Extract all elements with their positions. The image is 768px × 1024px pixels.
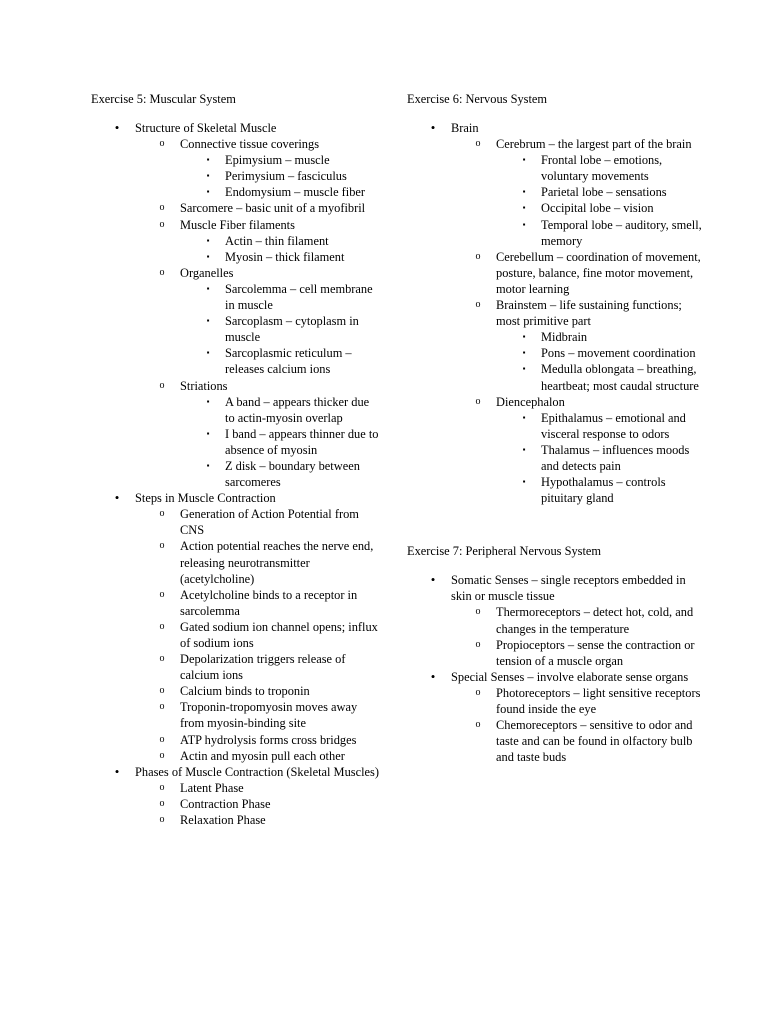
- right-column: [407, 91, 707, 765]
- bullet-square: ▪: [206, 187, 210, 197]
- list-item: ▪ Sarcolemma – cell membrane in muscle: [180, 281, 381, 313]
- bullet-square: ▪: [206, 251, 210, 261]
- bullet-square: ▪: [522, 155, 526, 165]
- bullet-square: ▪: [522, 219, 526, 229]
- list-item: o Photoreceptors – light sensitive receptors found inside the eye: [451, 685, 707, 717]
- list-item: o Troponin-tropomyosin moves away from myosin-binding site: [135, 699, 381, 731]
- section-title-nervous: Exercise 6: Nervous System: [407, 92, 548, 106]
- list-item: o ATP hydrolysis forms cross bridges: [135, 732, 381, 748]
- bullet-square: ▪: [206, 348, 210, 358]
- list-item: • Structure of Skeletal Muscle o Connective tissue coverings ▪ Epimysium – muscle ▪ Perimysium – fasciculus ▪ Endomysium – muscle fiber o Sarcomere – basic unit of a myofibril o Muscle Fiber filaments ▪ Actin – thin filament ▪ Myosin – thick filament o Organelles ▪ Sarcolemma – cell membrane in muscle ▪ Sarcoplasm – cytoplasm in muscle ▪ Sarcoplasmic reticulum – releases calcium ions o Striations ▪ A band – appears thicker due to actin-myosin overlap ▪ I band – appears thinner due to absence of myosin ▪ Z disk – boundary between sarcomeres: [91, 120, 381, 490]
- list-item: • Somatic Senses – single receptors embedded in skin or muscle tissue o Thermoreceptors – detect hot, cold, and changes in the temperature o Propioceptors – sense the contraction or tension of a muscle organ: [407, 572, 707, 669]
- list-item: o Action potential reaches the nerve end, releasing neurotransmitter (acetylcholine): [135, 538, 381, 586]
- list-item: o Sarcomere – basic unit of a myofibril: [135, 200, 381, 216]
- left-column: [91, 91, 381, 828]
- bullet-square: ▪: [522, 364, 526, 374]
- list-item: • Special Senses – involve elaborate sense organs o Photoreceptors – light sensitive receptors found inside the eye o Chemoreceptors – sensitive to odor and taste and can be found in olfactory bulb and taste buds: [407, 669, 707, 766]
- outline-nervous: [407, 120, 707, 506]
- bullet-square: ▪: [522, 332, 526, 342]
- bullet-circle: o: [159, 202, 165, 214]
- list-item: ▪ Midbrain: [496, 329, 707, 345]
- list-item: o Diencephalon ▪ Epithalamus – emotional and visceral response to odors ▪ Thalamus – influences moods and detects pain ▪ Hypothalamus – controls pituitary gland: [451, 394, 707, 507]
- bullet-circle: o: [475, 719, 481, 731]
- list-item: o Acetylcholine binds to a receptor in sarcolemma: [135, 587, 381, 619]
- bullet-disc: •: [114, 763, 120, 779]
- list-item: o Brainstem – life sustaining functions; most primitive part ▪ Midbrain ▪ Pons – movement coordination ▪ Medulla oblongata – breathing, heartbeat; most caudal structure: [451, 297, 707, 394]
- list-item: ▪ Occipital lobe – vision: [496, 200, 707, 216]
- bullet-circle: o: [475, 395, 481, 407]
- list-item: • Brain o Cerebrum – the largest part of the brain ▪ Frontal lobe – emotions, voluntary movements ▪ Parietal lobe – sensations ▪ Occipital lobe – vision ▪ Temporal lobe – auditory, smell, memory o Cerebellum – coordination of movement, posture, balance, fine motor movement, motor learning o Brainstem – life sustaining functions; most primitive part ▪ Midbrain ▪ Pons – movement coordination ▪ Medulla oblongata – breathing, heartbeat; most caudal structure o Diencephalon ▪ Epithalamus – emotional and visceral response to odors ▪ Thalamus – influences moods and detects pain ▪ Hypothalamus – controls pituitary gland: [407, 120, 707, 506]
- bullet-circle: o: [159, 733, 165, 745]
- list-item: o Connective tissue coverings ▪ Epimysium – muscle ▪ Perimysium – fasciculus ▪ Endomysium – muscle fiber: [135, 136, 381, 200]
- list-item: o Cerebellum – coordination of movement, posture, balance, fine motor movement, motor learning: [451, 249, 707, 297]
- bullet-square: ▪: [206, 396, 210, 406]
- list-item: o Depolarization triggers release of calcium ions: [135, 651, 381, 683]
- bullet-disc: •: [114, 120, 120, 135]
- list-item: ▪ Frontal lobe – emotions, voluntary movements: [496, 152, 707, 184]
- bullet-square: ▪: [206, 283, 210, 293]
- bullet-circle: o: [159, 814, 165, 826]
- list-item: ▪ Myosin – thick filament: [180, 249, 381, 265]
- list-item: ▪ Temporal lobe – auditory, smell, memory: [496, 217, 707, 249]
- bullet-square: ▪: [522, 203, 526, 213]
- bullet-circle: o: [475, 299, 481, 311]
- list-item: ▪ Epimysium – muscle: [180, 152, 381, 168]
- bullet-circle: o: [159, 701, 165, 713]
- bullet-circle: o: [159, 685, 165, 697]
- bullet-square: ▪: [522, 412, 526, 422]
- bullet-circle: o: [159, 218, 165, 230]
- list-item: o Organelles ▪ Sarcolemma – cell membrane in muscle ▪ Sarcoplasm – cytoplasm in muscle ▪ Sarcoplasmic reticulum – releases calcium ions: [135, 265, 381, 378]
- list-item: ▪ Medulla oblongata – breathing, heartbeat; most caudal structure: [496, 361, 707, 393]
- bullet-circle: o: [159, 797, 165, 809]
- list-item: o Striations ▪ A band – appears thicker due to actin-myosin overlap ▪ I band – appears thinner due to absence of myosin ▪ Z disk – boundary between sarcomeres: [135, 378, 381, 491]
- bullet-circle: o: [159, 620, 165, 632]
- list-item: ▪ Sarcoplasm – cytoplasm in muscle: [180, 313, 381, 345]
- bullet-circle: o: [159, 653, 165, 665]
- list-item: o Cerebrum – the largest part of the brain ▪ Frontal lobe – emotions, voluntary movements ▪ Parietal lobe – sensations ▪ Occipital lobe – vision ▪ Temporal lobe – auditory, smell, memory: [451, 136, 707, 249]
- bullet-square: ▪: [522, 187, 526, 197]
- bullet-square: ▪: [206, 316, 210, 326]
- bullet-disc: •: [114, 490, 120, 506]
- bullet-circle: o: [159, 266, 165, 278]
- bullet-circle: o: [159, 781, 165, 793]
- outline-muscular: [91, 120, 381, 828]
- list-item: • Phases of Muscle Contraction (Skeletal Muscles) o Latent Phase o Contraction Phase o Relaxation Phase: [91, 764, 381, 828]
- bullet-disc: •: [430, 668, 436, 684]
- bullet-circle: o: [475, 250, 481, 262]
- list-item: ▪ Thalamus – influences moods and detects pain: [496, 442, 707, 474]
- bullet-circle: o: [475, 138, 481, 150]
- list-item: ▪ Pons – movement coordination: [496, 345, 707, 361]
- bullet-square: ▪: [206, 460, 210, 470]
- bullet-disc: •: [430, 572, 436, 588]
- list-item: ▪ Parietal lobe – sensations: [496, 184, 707, 200]
- bullet-disc: •: [430, 120, 436, 135]
- section-title-peripheral: Exercise 7: Peripheral Nervous System: [407, 544, 602, 559]
- bullet-circle: o: [159, 138, 165, 150]
- list-item: o Latent Phase: [135, 780, 381, 796]
- list-item: o Propioceptors – sense the contraction or tension of a muscle organ: [451, 637, 707, 669]
- list-item: o Calcium binds to troponin: [135, 683, 381, 699]
- bullet-square: ▪: [206, 155, 210, 165]
- list-item: ▪ Actin – thin filament: [180, 233, 381, 249]
- bullet-square: ▪: [206, 428, 210, 438]
- outline-peripheral: [407, 572, 707, 765]
- bullet-circle: o: [475, 686, 481, 698]
- list-item: o Actin and myosin pull each other: [135, 748, 381, 764]
- bullet-circle: o: [159, 379, 165, 391]
- bullet-square: ▪: [522, 348, 526, 358]
- bullet-square: ▪: [522, 477, 526, 487]
- list-item: o Muscle Fiber filaments ▪ Actin – thin filament ▪ Myosin – thick filament: [135, 217, 381, 265]
- bullet-circle: o: [159, 588, 165, 600]
- section-title-muscular: Exercise 5: Muscular System: [91, 92, 236, 106]
- list-item: ▪ Perimysium – fasciculus: [180, 168, 381, 184]
- bullet-square: ▪: [206, 235, 210, 245]
- list-item: ▪ Z disk – boundary between sarcomeres: [180, 458, 381, 490]
- list-item: o Chemoreceptors – sensitive to odor and taste and can be found in olfactory bulb and taste buds: [451, 717, 707, 765]
- bullet-circle: o: [159, 508, 165, 520]
- bullet-square: ▪: [206, 171, 210, 181]
- list-item: ▪ A band – appears thicker due to actin-myosin overlap: [180, 394, 381, 426]
- list-item: o Thermoreceptors – detect hot, cold, and changes in the temperature: [451, 604, 707, 636]
- list-item: • Steps in Muscle Contraction o Generation of Action Potential from CNS o Action potential reaches the nerve end, releasing neurotransmitter (acetylcholine) o Acetylcholine binds to a receptor in sarcolemma o Gated sodium ion channel opens; influx of sodium ions o Depolarization triggers release of calcium ions o Calcium binds to troponin o Troponin-tropomyosin moves away from myosin-binding site o ATP hydrolysis forms cross bridges o Actin and myosin pull each other: [91, 490, 381, 764]
- list-item: ▪ Sarcoplasmic reticulum – releases calcium ions: [180, 345, 381, 377]
- list-item: ▪ Epithalamus – emotional and visceral response to odors: [496, 410, 707, 442]
- bullet-circle: o: [475, 606, 481, 618]
- list-item: o Generation of Action Potential from CNS: [135, 506, 381, 538]
- list-item: ▪ I band – appears thinner due to absence of myosin: [180, 426, 381, 458]
- bullet-square: ▪: [522, 444, 526, 454]
- bullet-circle: o: [159, 749, 165, 761]
- list-item: o Gated sodium ion channel opens; influx of sodium ions: [135, 619, 381, 651]
- list-item: o Contraction Phase: [135, 796, 381, 812]
- list-item: ▪ Hypothalamus – controls pituitary gland: [496, 474, 707, 506]
- list-item: ▪ Endomysium – muscle fiber: [180, 184, 381, 200]
- bullet-circle: o: [475, 638, 481, 650]
- bullet-circle: o: [159, 540, 165, 552]
- list-item: o Relaxation Phase: [135, 812, 381, 828]
